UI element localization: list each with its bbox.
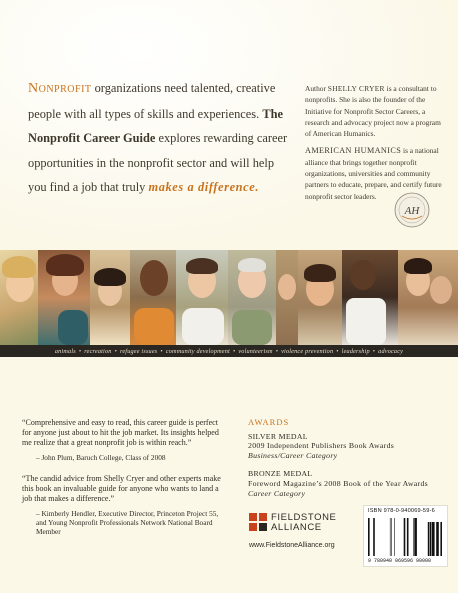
barcode-bar bbox=[390, 518, 391, 556]
barcode-bar bbox=[413, 518, 414, 556]
photo-woman-child bbox=[398, 250, 458, 345]
isbn-number: ISBN 978-0-940069-59-6 bbox=[368, 508, 435, 514]
barcode-bar bbox=[430, 522, 432, 556]
barcode-digits bbox=[368, 558, 431, 564]
award-source: 2009 Independent Publishers Book Awards bbox=[248, 441, 395, 451]
barcode-addon-digits: 90000 bbox=[416, 558, 432, 564]
photo-older-man bbox=[228, 250, 276, 345]
org-name: AMERICAN HUMANICS bbox=[305, 146, 402, 156]
barcode-bar bbox=[394, 518, 395, 556]
author-bio bbox=[305, 83, 443, 139]
testimonials bbox=[22, 418, 222, 549]
award-category: Business/Career Category bbox=[248, 450, 338, 460]
publisher-name-line-1: FIELDSTONE bbox=[271, 512, 337, 523]
award-medal: SILVER MEDAL bbox=[248, 431, 308, 441]
author-prefix: Author bbox=[305, 84, 328, 93]
award-item bbox=[248, 432, 448, 461]
barcode-bar bbox=[436, 522, 439, 556]
barcode-bar bbox=[373, 518, 375, 556]
photo-young-woman bbox=[90, 250, 130, 345]
tagline-separator: • bbox=[160, 347, 163, 355]
tagline-topic: violence prevention bbox=[281, 347, 334, 355]
award-source: Foreword Magazine’s 2008 Book of the Year Awards bbox=[248, 478, 428, 488]
photo-teacher-child bbox=[342, 250, 398, 345]
barcode-bar bbox=[440, 522, 442, 556]
barcode-bar bbox=[432, 522, 435, 556]
intro-emphasis: makes a difference. bbox=[148, 180, 260, 194]
isbn-barcode bbox=[363, 505, 448, 567]
award-category: Career Category bbox=[248, 488, 306, 498]
author-name: SHELLY CRYER bbox=[327, 84, 385, 93]
awards-heading: AWARDS bbox=[248, 417, 290, 427]
award-item bbox=[248, 469, 448, 498]
photo-girl-smiling bbox=[0, 250, 38, 345]
intro-text-1: organizations need talented, creative people with all types of skills and experiences. bbox=[28, 81, 276, 121]
tagline-topic: recreation bbox=[84, 347, 112, 355]
awards-section bbox=[248, 418, 448, 507]
testimonial-attribution: – Kimberly Hendler, Executive Director, Princeton Project 55, and Young Nonprofit Professionals Network National Board Member bbox=[36, 508, 219, 537]
book-title: The Nonprofit Career Guide bbox=[28, 106, 283, 145]
tagline-separator: • bbox=[336, 347, 339, 355]
author-column bbox=[305, 83, 443, 208]
publisher-name bbox=[271, 513, 336, 533]
publisher-name-line-2: ALLIANCE bbox=[271, 522, 322, 533]
photo-child-side bbox=[276, 250, 298, 345]
photo-woman-microscope bbox=[38, 250, 90, 345]
photo-collage bbox=[0, 250, 458, 345]
seal-monogram: AH bbox=[404, 205, 420, 217]
photo-young-man bbox=[176, 250, 228, 345]
testimonial-attribution: – John Plum, Baruch College, Class of 2008 bbox=[36, 452, 166, 462]
barcode-bar bbox=[404, 518, 406, 556]
tagline-topic: community development bbox=[165, 347, 230, 355]
tagline-topic: leadership bbox=[341, 347, 370, 355]
tagline-separator: • bbox=[232, 347, 236, 355]
barcode-bar bbox=[428, 522, 430, 556]
intro-text-2: explores rewarding career opportunities in the nonprofit sector and will help you find a job that truly bbox=[28, 131, 288, 194]
tagline-separator: • bbox=[78, 347, 82, 355]
photo-boy-smiling bbox=[298, 250, 342, 345]
testimonial-quote: “The candid advice from Shelly Cryer and other experts make this book an invaluable guide for anyone who wants to land a job that makes a difference.” bbox=[22, 474, 221, 504]
testimonial-quote: “Comprehensive and easy to read, this career guide is perfect for anyone just about to hit the job market. Its insights helped me realize that a great nonprofit job is within reach.” bbox=[22, 418, 219, 448]
tagline-topic: animals bbox=[54, 347, 76, 355]
publisher-block bbox=[249, 509, 361, 549]
author-bio-text: is a consultant to nonprofits. She is also the founder of the Initiative for Nonprofit Sector Careers, a research and advocacy project now a program of American Humanics. bbox=[305, 84, 441, 139]
photo-man-smiling bbox=[130, 250, 176, 345]
barcode-bar bbox=[407, 518, 409, 556]
barcode-bar bbox=[391, 518, 392, 556]
award-medal: BRONZE MEDAL bbox=[248, 469, 313, 479]
tagline-topic: volunteerism bbox=[238, 347, 273, 355]
cause-tagline bbox=[0, 345, 458, 357]
american-humanics-seal-icon bbox=[394, 192, 430, 228]
org-bio-text: is a national alliance that brings together nonprofit organizations, universities and community partners to educate, prepare, and certify future nonprofit sector leaders. bbox=[305, 146, 442, 201]
tagline-separator: • bbox=[372, 347, 376, 355]
barcode-bar bbox=[368, 518, 370, 556]
intro-lead-word: Nonprofit bbox=[28, 81, 92, 96]
publisher-url[interactable]: www.FieldstoneAlliance.org bbox=[249, 542, 335, 549]
barcode-bars-icon bbox=[368, 518, 445, 556]
tagline-separator: • bbox=[114, 347, 117, 355]
fieldstone-alliance-logo-icon bbox=[249, 513, 267, 531]
barcode-main-digits: 9 780940 069596 bbox=[368, 558, 414, 564]
barcode-bar bbox=[414, 518, 417, 556]
tagline-topic: refugee issues bbox=[119, 347, 158, 355]
tagline-topic: advocacy bbox=[378, 347, 404, 355]
intro-paragraph bbox=[28, 76, 290, 200]
tagline-separator: • bbox=[275, 347, 279, 355]
